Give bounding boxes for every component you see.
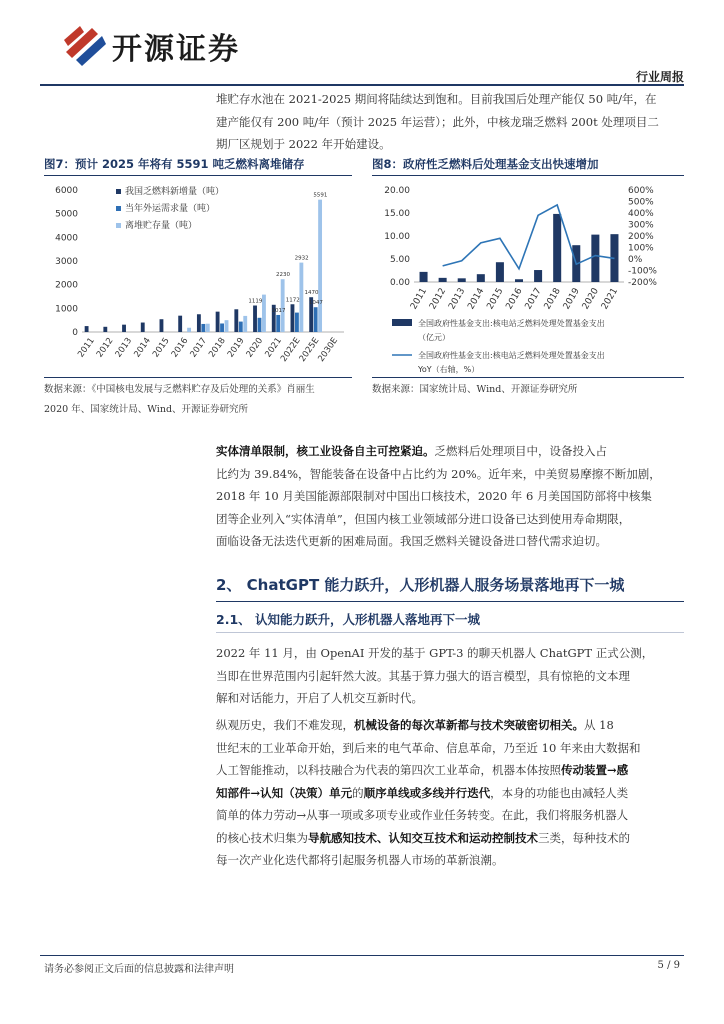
bar-2017-series0	[197, 314, 201, 332]
footer-rule	[40, 955, 684, 956]
section21-rule	[216, 632, 684, 633]
intro-line: 期厂区规划于 2022 年开始建设。	[216, 137, 391, 151]
text-run: 人工智能推动，以科技融合为代表的第四次工业革命，机器本体按照	[216, 763, 561, 777]
history-paragraph	[216, 714, 684, 872]
chatgpt-paragraph	[216, 642, 684, 710]
paragraph-line	[216, 463, 684, 486]
bar-2022E-series0	[291, 304, 295, 332]
text-run: 2018 年 10 月美国能源部限制对中国出口核技术，2020 年 6 月美国国防部将中核集	[216, 489, 652, 503]
text-run: 的核心技术归集为	[216, 830, 308, 845]
bar-2015	[496, 262, 504, 282]
text-run: 的	[352, 785, 364, 800]
x-tick-label: 2015	[485, 286, 506, 312]
header-tag: 行业周报	[635, 70, 684, 84]
y-tick-label: 6000	[55, 186, 78, 196]
x-tick-label: 2013	[113, 335, 135, 360]
text-run: 团等企业列入“实体清单”，但国内核工业领域部分进口设备已达到使用寿命期限，	[216, 511, 631, 526]
figure8-title-rule	[372, 175, 684, 176]
x-tick-label: 2016	[504, 286, 525, 312]
y-left-tick-label: 15.00	[384, 209, 410, 219]
bar-2016-series2	[187, 328, 191, 332]
figure8-source-line: 数据来源：国家统计局、Wind、开源证券研究所	[372, 384, 578, 395]
intro-line: 建产能仅有 200 吨/年（预计 2025 年运营）；此外，中核龙瑞乏燃料 200t 处理项目二	[216, 114, 659, 129]
y-right-tick-label: -100%	[628, 266, 657, 277]
text-run: 面临设备无法迭代更新的困难局面。我国乏燃料关键设备进口替代需求迫切。	[216, 534, 607, 548]
paragraph-line	[216, 737, 684, 760]
bar-2017-series1	[201, 324, 205, 332]
legend-label: 全国政府性基金支出:核电站乏燃料处理处置基金支出	[418, 351, 605, 360]
bar-2021-series1	[276, 315, 280, 332]
intro-line: 堆贮存水池在 2021-2025 期间将陆续达到饱和。目前我国后处理产能仅 50 吨/年，在	[216, 92, 657, 106]
figure8-chart	[372, 178, 684, 374]
section2-heading: 2、 ChatGPT 能力跃升，人形机器人服务场景落地再下一城	[216, 576, 625, 594]
text-run: 简单的体力劳动→从事一项或多项专业或作业任务转变。在此，我们将服务机器人	[216, 808, 629, 822]
y-tick-label: 2000	[55, 280, 78, 291]
text-run: 世纪末的工业革命开始，到后来的电气革命、信息革命，乃至近 10 年来由大数据和	[216, 740, 641, 755]
legend-swatch	[116, 189, 121, 194]
bar-2013	[458, 278, 466, 282]
x-tick-label: 2030E	[316, 335, 341, 364]
x-tick-label: 2011	[76, 335, 97, 360]
logo-text: 开源证券	[112, 32, 240, 67]
bar-2020	[591, 235, 599, 282]
text-run: 纵观历史，我们不难发现，	[216, 718, 354, 732]
yoy-line	[443, 205, 615, 269]
y-right-tick-label: 300%	[628, 220, 654, 231]
text-run: 每一次产业化迭代都将引起服务机器人市场的革新浪潮。	[216, 853, 504, 867]
intro-paragraph	[216, 88, 684, 156]
legend-label: （亿元）	[418, 333, 450, 342]
paragraph-line	[216, 687, 684, 710]
bar-2020-series2	[262, 295, 266, 332]
legend-label: YoY（右轴，%）	[418, 365, 480, 374]
paragraph-line	[216, 759, 684, 782]
logo-mark-icon	[62, 22, 110, 68]
x-tick-label: 2018	[542, 286, 563, 312]
bar-2018	[553, 214, 561, 282]
figure7-title-rule	[44, 175, 352, 176]
footer-disclaimer: 请务必参阅正文后面的信息披露和法律声明	[44, 964, 234, 975]
bar-2021-series2	[281, 279, 285, 332]
paragraph-line	[216, 782, 684, 805]
y-right-tick-label: 200%	[628, 232, 654, 242]
legend-swatch	[116, 223, 121, 228]
data-label: 2230	[275, 272, 290, 279]
bold-text: 机械设备的每次革新都与技术突破密切相关。	[354, 718, 584, 732]
x-tick-label: 2018	[207, 335, 228, 360]
y-tick-label: 4000	[55, 233, 78, 244]
paragraph-line	[216, 827, 684, 850]
section21-heading: 2.1、 认知能力跃升，人形机器人落地再下一城	[216, 612, 480, 627]
y-left-tick-label: 10.00	[384, 232, 410, 242]
bar-2019-series0	[234, 309, 238, 332]
legend-bar-swatch	[392, 319, 412, 326]
x-tick-label: 2020	[244, 335, 266, 360]
x-tick-label: 2012	[94, 335, 116, 360]
paragraph-line	[216, 849, 684, 872]
bold-text: 实体清单限制，核工业设备自主可控紧迫。	[216, 444, 435, 458]
x-tick-label: 2014	[132, 335, 153, 360]
bar-2018-series0	[216, 312, 220, 332]
figure7-bottom-rule	[44, 377, 352, 378]
data-label: 5591	[313, 192, 328, 199]
figure7-chart	[44, 178, 352, 374]
figure7-source-line: 2020 年、国家统计局、Wind、开源证券研究所	[44, 404, 249, 415]
section2-rule	[216, 601, 684, 602]
legend-swatch	[116, 206, 121, 211]
y-right-tick-label: 500%	[628, 197, 654, 208]
figure7-title: 图7：预计 2025 年将有 5591 吨乏燃料离堆储存	[44, 157, 305, 171]
paragraph-line	[216, 530, 684, 553]
bold-text: 传动装置→感	[561, 763, 629, 777]
text-run: 三类，每种技术的	[538, 830, 630, 845]
y-right-tick-label: -200%	[628, 278, 657, 288]
data-label: 1172	[285, 297, 300, 304]
bar-2017-series2	[206, 324, 210, 332]
x-tick-label: 2017	[523, 286, 544, 312]
y-left-tick-label: 0.00	[389, 278, 410, 288]
bar-2012	[439, 278, 447, 282]
data-label: 1047	[308, 300, 323, 307]
paragraph-line	[216, 804, 684, 827]
text-run: 2022 年 11 月，由 OpenAI 开发的基于 GPT-3 的聊天机器人 ChatGPT 正式公测，	[216, 646, 654, 660]
bar-2025E-series2	[318, 200, 322, 332]
header-rule	[40, 84, 684, 86]
bar-2020-series0	[253, 306, 257, 332]
y-left-tick-label: 5.00	[389, 255, 410, 265]
bar-2025E-series1	[314, 307, 318, 332]
company-logo	[62, 22, 282, 68]
bold-text: 顺序单线或多线并行迭代	[363, 785, 491, 800]
bar-2022E-series2	[299, 263, 303, 332]
x-tick-label: 2015	[151, 335, 172, 360]
bar-2011-series0	[85, 326, 89, 332]
y-tick-label: 3000	[55, 257, 78, 267]
text-run: 解和对话能力，开启了人机交互新时代。	[216, 691, 423, 705]
y-right-tick-label: 400%	[628, 209, 654, 219]
x-tick-label: 2013	[447, 286, 468, 312]
bar-2012-series0	[103, 327, 107, 332]
text-run: 从 18	[584, 718, 614, 732]
x-tick-label: 2016	[169, 335, 191, 360]
bar-2018-series2	[225, 320, 229, 332]
x-tick-label: 2019	[561, 286, 582, 312]
paragraph-line	[216, 714, 684, 737]
bar-2016-series0	[178, 316, 182, 332]
data-label: 1470	[304, 290, 319, 297]
figure8-title: 图8：政府性乏燃料后处理基金支出快速增加	[372, 157, 599, 171]
x-tick-label: 2025E	[297, 335, 322, 364]
bar-2020-series1	[258, 318, 262, 332]
bold-text: 知部件→认知（决策）单元	[216, 785, 353, 800]
legend-label: 全国政府性基金支出:核电站乏燃料处理处置基金支出	[418, 319, 605, 328]
paragraph-line	[216, 440, 684, 463]
bar-2014	[477, 274, 485, 282]
data-label: 1017	[271, 307, 286, 314]
data-label: 2932	[294, 255, 309, 262]
y-left-tick-label: 20.00	[384, 186, 410, 196]
figure7-source	[44, 380, 364, 420]
x-tick-label: 2017	[188, 335, 210, 360]
legend-label: 我国乏燃料新增量（吨）	[125, 187, 225, 197]
legend-label: 离堆贮存量（吨）	[125, 221, 198, 231]
y-right-tick-label: 100%	[628, 243, 654, 254]
y-right-tick-label: 600%	[628, 186, 654, 196]
y-tick-label: 0	[72, 328, 78, 338]
x-tick-label: 2021	[599, 286, 621, 312]
bar-2018-series1	[220, 323, 224, 332]
x-tick-label: 2012	[428, 286, 449, 312]
legend-label: 当年外运需求量（吨）	[125, 204, 216, 214]
y-tick-label: 1000	[55, 304, 78, 315]
bold-text: 导航感知技术、认知交互技术和运动控制技术	[308, 830, 538, 845]
x-tick-label: 2022E	[278, 335, 303, 364]
x-tick-label: 2019	[225, 335, 247, 360]
figure7-source-line: 数据来源：《中国核电发展与乏燃料贮存及后处理的关系》肖丽生	[44, 384, 315, 395]
figure8-bottom-rule	[372, 377, 684, 378]
x-tick-label: 2011	[409, 286, 430, 312]
x-tick-label: 2021	[263, 335, 284, 360]
bar-2019-series1	[239, 322, 243, 332]
paragraph-line	[216, 642, 684, 665]
bar-2013-series0	[122, 325, 126, 332]
text-run: 当即在世界范围内引起轩然大波。其基于算力强大的语言模型，具有惊艳的文本理	[216, 668, 630, 683]
paragraph-line	[216, 508, 684, 531]
page-number: 5 / 9	[657, 960, 680, 971]
text-run: ，本身的功能也由减轻人类	[490, 785, 629, 800]
paragraph-line	[216, 485, 684, 508]
paragraph-line	[216, 665, 684, 688]
bar-2019-series2	[243, 316, 247, 332]
data-label: 1119	[248, 298, 263, 305]
x-tick-label: 2014	[466, 286, 487, 312]
figure8-source	[372, 380, 684, 400]
text-run: 比约为 39.84%，智能装备在设备中占比约为 20%。近年来，中美贸易摩擦不断加剧，	[216, 466, 661, 481]
bar-2014-series0	[141, 323, 145, 332]
bar-2017	[534, 270, 542, 282]
bar-2011	[420, 272, 428, 282]
entity-list-paragraph	[216, 440, 684, 553]
bar-2015-series0	[160, 319, 164, 332]
bar-2022E-series1	[295, 313, 299, 332]
bar-2016	[515, 279, 523, 282]
y-right-tick-label: 0%	[628, 255, 643, 265]
x-tick-label: 2020	[580, 286, 601, 312]
text-run: 乏燃料后处理项目中，设备投入占	[434, 444, 607, 458]
y-tick-label: 5000	[55, 209, 78, 220]
